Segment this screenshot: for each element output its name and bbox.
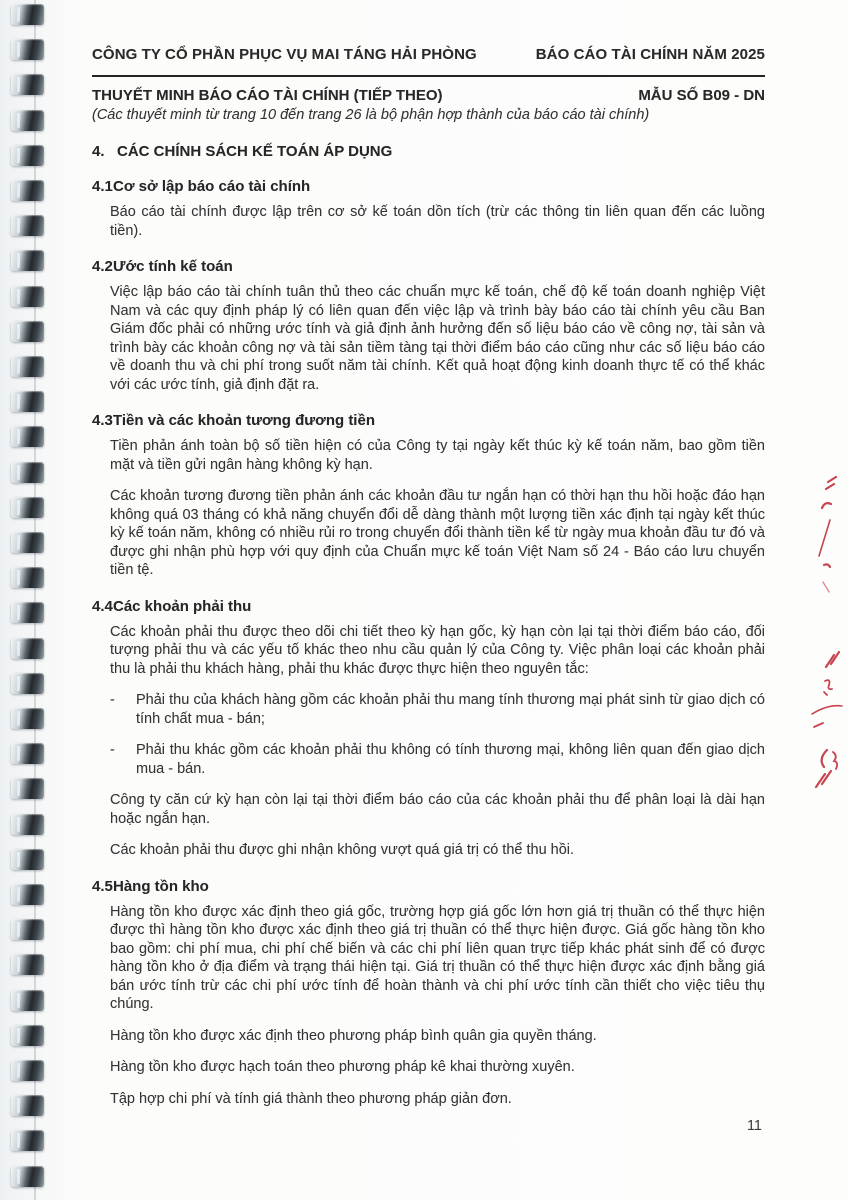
page-number: 11 [746, 1118, 762, 1134]
notes-header [92, 87, 765, 104]
bullet-text: Phải thu của khách hàng gồm các khoản phải thu mang tính thương mại phát sinh từ giao dịch có tính chất mua - bán; [136, 692, 765, 727]
paragraph: Hàng tồn kho được hạch toán theo phương pháp kê khai thường xuyên. [110, 1059, 575, 1075]
subsection-title: Hàng tồn kho [113, 877, 209, 895]
paragraph: Công ty căn cứ kỳ hạn còn lại tại thời điểm báo cáo của các khoản phải thu để phân loại là dài hạn hoặc ngắn hạn. [110, 792, 765, 827]
paragraph: Hàng tồn kho được xác định theo giá gốc, trường hợp giá gốc lớn hơn giá trị thuần có thể thực hiện được thì hàng tồn kho được xác định theo giá trị thuần có thể thực hiện được. Giá gốc hàng tồn kho bao gồm: chi phí mua, chi phí chế biến và các chi phí liên quan trực tiếp khác phát sinh để có được hàng tồn kho ở địa điểm và trạng thái hiện tại. Giá trị thuần có thể thực hiện được xác định bằng giá bán ước tính trừ các chi phí ước tính để hoàn thành và chi phí ước tính cần thiết cho việc tiêu thụ chúng. [110, 903, 765, 1012]
subsection-number: 4.1 [92, 178, 113, 195]
subsection-title: Cơ sở lập báo cáo tài chính [113, 178, 311, 195]
subsection-number: 4.3 [92, 412, 113, 429]
bullet-text: Phải thu khác gồm các khoản phải thu không có tính thương mại, không liên quan đến giao dịch mua - bán. [136, 742, 765, 777]
page-header [92, 46, 765, 63]
paragraph: Tiền phản ánh toàn bộ số tiền hiện có của Công ty tại ngày kết thúc kỳ kế toán năm, bao gồm tiền mặt và tiền gửi ngân hàng không kỳ hạn. [110, 438, 765, 473]
bullet-item [110, 691, 765, 728]
binding-ring-icon [11, 1130, 44, 1151]
bullet-dash: - [110, 742, 115, 758]
header-rule [92, 75, 765, 77]
subsection-4-4-heading [92, 598, 765, 615]
paragraph: Các khoản phải thu được ghi nhận không vượt quá giá trị có thể thu hồi. [110, 842, 575, 858]
subsection-number: 4.4 [92, 597, 113, 615]
paragraph: Tập hợp chi phí và tính giá thành theo phương pháp giản đơn. [110, 1090, 512, 1107]
report-title: BÁO CÁO TÀI CHÍNH NĂM 2025 [535, 46, 765, 63]
section-title: CÁC CHÍNH SÁCH KẾ TOÁN ÁP DỤNG [117, 143, 393, 160]
notes-scope-note: (Các thuyết minh từ trang 10 đến trang 26 là bộ phận hợp thành của báo cáo tài chính) [92, 107, 650, 123]
form-number: MẪU SỐ B09 - DN [638, 87, 765, 104]
notes-title: THUYẾT MINH BÁO CÁO TÀI CHÍNH (TIẾP THEO) [92, 87, 443, 104]
subsection-number: 4.5 [92, 877, 113, 895]
company-name: CÔNG TY CỔ PHẦN PHỤC VỤ MAI TÁNG HẢI PHÒNG [92, 46, 477, 63]
paragraph: Các khoản tương đương tiền phản ánh các khoản đầu tư ngắn hạn có thời hạn thu hồi hoặc đáo hạn không quá 03 tháng có khả năng chuyển đổi dễ dàng thành một lượng tiền xác định tại ngày kết thúc kỳ kế toán năm, không có nhiều rủi ro trong chuyển đổi thành tiền kể từ ngày mua khoản đầu tư đó và được ghi nhận phù hợp với quy định của Chuẩn mực kế toán Việt Nam số 24 - Báo cáo lưu chuyển tiền tệ. [110, 488, 765, 578]
subsection-title: Các khoản phải thu [113, 597, 252, 615]
subsection-4-1-heading [92, 178, 765, 195]
paragraph: Các khoản phải thu được theo dõi chi tiết theo kỳ hạn gốc, kỳ hạn còn lại tại thời điểm báo cáo, đối tượng phải thu và các yếu tố khác theo nhu cầu quản lý của Công ty. Việc phân loại các khoản phải thu là phải thu khách hàng, phải thu khác được thực hiện theo nguyên tắc: [110, 623, 765, 677]
paragraph: Hàng tồn kho được xác định theo phương pháp bình quân gia quyền tháng. [110, 1027, 597, 1044]
binding-ring-icon [11, 1166, 44, 1187]
subsection-4-5-heading [92, 878, 765, 895]
subsection-4-2-heading [92, 258, 765, 275]
paragraph: Việc lập báo cáo tài chính tuân thủ theo các chuẩn mực kế toán, chế độ kế toán doanh nghiệp Việt Nam và các quy định pháp lý có liên quan đến việc lập và trình bày báo cáo tài chính yêu cầu Ban Giám đốc phải có những ước tính và giả định ảnh hưởng đến số liệu báo cáo về công nợ, tài sản và trình bày các khoản công nợ và tài sản tiềm tàng tại thời điểm báo cáo cũng như các số liệu báo cáo về doanh thu và chi phí trong suốt năm tài chính. Kết quả hoạt động kinh doanh thực tế có thể khác với các ước tính, giả định đặt ra. [110, 284, 765, 393]
bullet-dash: - [110, 692, 115, 708]
subsection-title: Tiền và các khoản tương đương tiền [113, 412, 375, 429]
section-4-heading [92, 143, 765, 160]
subsection-title: Ước tính kế toán [113, 258, 233, 275]
bullet-item [110, 741, 765, 778]
section-number: 4. [92, 143, 105, 160]
subsection-number: 4.2 [92, 258, 113, 275]
subsection-4-3-heading [92, 412, 765, 429]
paragraph: Báo cáo tài chính được lập trên cơ sở kế toán dồn tích (trừ các thông tin liên quan đến các luồng tiền). [110, 204, 765, 239]
